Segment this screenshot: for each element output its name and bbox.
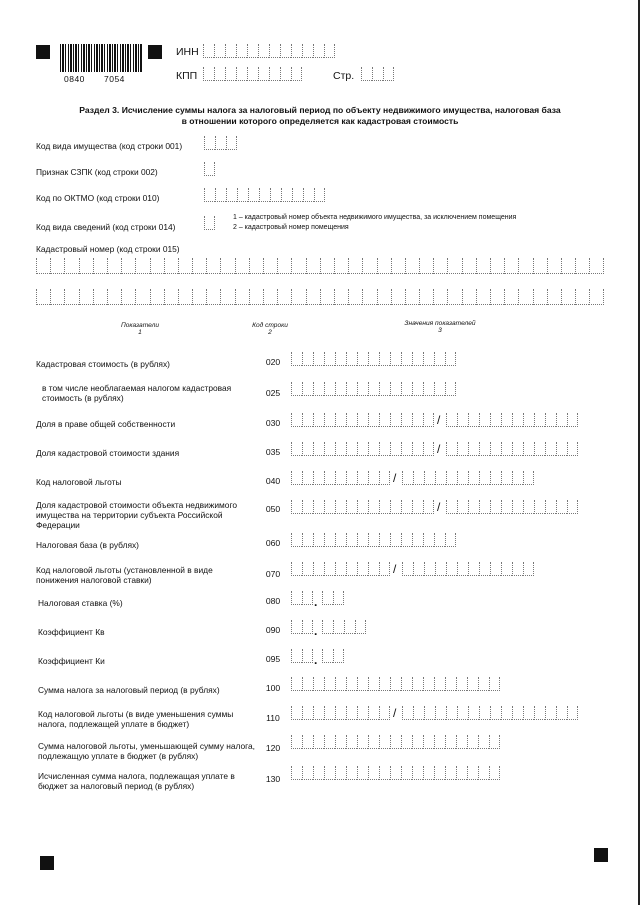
- top-left-marker: [36, 45, 50, 59]
- cadastral-number-input-line-2[interactable]: [36, 289, 604, 305]
- row-090-label: Коэффициент Кв: [38, 627, 105, 637]
- row-035-label: Доля кадастровой стоимости здания: [36, 448, 180, 458]
- row-040-slash: /: [393, 471, 397, 485]
- section-title-line-1: Раздел 3. Исчисление суммы налога за налоговый период по объекту недвижимого имущества, налоговая база: [79, 105, 561, 115]
- row-130-label: Исчисленная сумма налога, подлежащая уплате в бюджет за налоговый период (в рублях): [38, 771, 235, 791]
- row-050-denominator-input[interactable]: [446, 500, 578, 514]
- row-080-code: 080: [265, 596, 281, 606]
- info-type-hint-2: 2 – кадастровый номер помещения: [233, 224, 349, 231]
- inn-input[interactable]: [203, 44, 335, 58]
- row-040-basis-input[interactable]: [402, 471, 534, 485]
- row-030-slash: /: [437, 413, 441, 427]
- row-100-input[interactable]: [291, 677, 500, 691]
- info-type-input[interactable]: [204, 216, 215, 230]
- row-050-numerator-input[interactable]: [291, 500, 434, 514]
- section-title: [40, 105, 600, 127]
- row-100-label: Сумма налога за налоговый период (в рублях): [38, 685, 220, 695]
- row-035-denominator-input[interactable]: [446, 442, 578, 456]
- row-110-code-input[interactable]: [291, 706, 390, 720]
- row-020-input[interactable]: [291, 352, 456, 366]
- row-095-code: 095: [265, 654, 281, 664]
- oktmo-label: Код по ОКТМО (код строки 010): [36, 193, 160, 203]
- row-070-basis-input[interactable]: [402, 562, 534, 576]
- property-type-input[interactable]: [204, 136, 237, 150]
- column-values-title: Значения показателей: [404, 320, 476, 327]
- row-095-fraction-input[interactable]: [322, 649, 344, 663]
- row-050-label: Доля кадастровой стоимости объекта недвижимого имущества на территории субъекта Российской Федерации: [36, 500, 237, 530]
- row-080-label: Налоговая ставка (%): [38, 598, 123, 608]
- row-070-label: Код налоговой льготы (установленной в виде понижения налоговой ставки): [36, 565, 213, 585]
- cadastral-number-input-line-1[interactable]: [36, 258, 604, 274]
- cadastral-number-label: Кадастровый номер (код строки 015): [36, 244, 180, 254]
- row-095-label: Коэффициент Ки: [38, 656, 105, 666]
- row-110-label: Код налоговой льготы (в виде уменьшения суммы налога, подлежащей уплате в бюджет): [38, 709, 234, 729]
- row-110-code: 110: [266, 713, 280, 723]
- row-035-numerator-input[interactable]: [291, 442, 434, 456]
- row-095-integer-input[interactable]: [291, 649, 313, 663]
- row-025-input[interactable]: [291, 382, 456, 396]
- kpp-label: КПП: [176, 70, 198, 82]
- section-title-line-2: в отношении которого определяется как кадастровая стоимость: [181, 116, 459, 126]
- row-030-code: 030: [265, 418, 281, 428]
- row-030-numerator-input[interactable]: [291, 413, 434, 427]
- row-080-decimal-dot: .: [314, 595, 318, 609]
- row-025-code: 025: [265, 388, 281, 398]
- kpp-input[interactable]: [203, 67, 302, 81]
- column-indicators-title: Показатели: [120, 322, 160, 329]
- bottom-left-marker: [40, 856, 54, 870]
- row-080-integer-input[interactable]: [291, 591, 313, 605]
- row-095-decimal-dot: .: [314, 653, 318, 667]
- top-right-marker: [148, 45, 162, 59]
- row-020-code: 020: [265, 357, 281, 367]
- row-090-code: 090: [265, 625, 281, 635]
- row-120-input[interactable]: [291, 735, 500, 749]
- row-070-code-input[interactable]: [291, 562, 390, 576]
- szpk-input[interactable]: [204, 162, 215, 176]
- row-035-slash: /: [437, 442, 441, 456]
- row-100-code: 100: [265, 683, 281, 693]
- property-type-label: Код вида имущества (код строки 001): [36, 141, 183, 151]
- row-110-basis-input[interactable]: [402, 706, 578, 720]
- row-035-code: 035: [265, 447, 281, 457]
- row-090-decimal-dot: .: [314, 624, 318, 638]
- row-030-denominator-input[interactable]: [446, 413, 578, 427]
- column-line-code-number: 2: [268, 329, 272, 336]
- row-120-code: 120: [265, 743, 281, 753]
- barcode-number-right: 7054: [104, 74, 125, 84]
- column-line-code-title: Код строки: [252, 322, 288, 329]
- row-060-code: 060: [265, 538, 281, 548]
- szpk-label: Признак СЗПК (код строки 002): [36, 167, 158, 177]
- row-090-integer-input[interactable]: [291, 620, 313, 634]
- oktmo-input[interactable]: [204, 188, 325, 202]
- row-040-label: Код налоговой льготы: [36, 477, 122, 487]
- column-values-number: 3: [438, 327, 442, 334]
- row-080-fraction-input[interactable]: [322, 591, 344, 605]
- row-110-slash: /: [393, 706, 397, 720]
- page-number-input[interactable]: [361, 67, 394, 81]
- column-header-indicators: [100, 322, 180, 336]
- row-130-input[interactable]: [291, 766, 500, 780]
- row-090-fraction-input[interactable]: [322, 620, 366, 634]
- row-060-input[interactable]: [291, 533, 456, 547]
- inn-label: ИНН: [176, 46, 199, 58]
- row-030-label: Доля в праве общей собственности: [36, 419, 176, 429]
- row-020-label: Кадастровая стоимость (в рублях): [36, 359, 170, 369]
- row-120-label: Сумма налоговой льготы, уменьшающей сумму налога, подлежащую уплате в бюджет (в рублях): [38, 741, 256, 761]
- bottom-right-marker: [594, 848, 608, 862]
- row-040-code: 040: [265, 476, 281, 486]
- page-label: Стр.: [333, 70, 355, 82]
- barcode: [60, 44, 143, 72]
- row-040-code-input[interactable]: [291, 471, 390, 485]
- column-header-values: [380, 320, 500, 334]
- row-050-code: 050: [265, 504, 281, 514]
- row-070-code: 070: [265, 569, 281, 579]
- column-header-line-code: [240, 322, 300, 336]
- row-060-label: Налоговая база (в рублях): [36, 540, 139, 550]
- row-130-code: 130: [265, 774, 281, 784]
- row-070-slash: /: [393, 562, 397, 576]
- barcode-number-left: 0840: [64, 74, 85, 84]
- row-050-slash: /: [437, 500, 441, 514]
- column-indicators-number: 1: [138, 329, 142, 336]
- info-type-hint-1: 1 – кадастровый номер объекта недвижимого имущества, за исключением помещения: [233, 214, 517, 221]
- info-type-label: Код вида сведений (код строки 014): [36, 222, 176, 232]
- row-025-label: в том числе необлагаемая налогом кадастровая стоимость (в рублях): [42, 383, 232, 403]
